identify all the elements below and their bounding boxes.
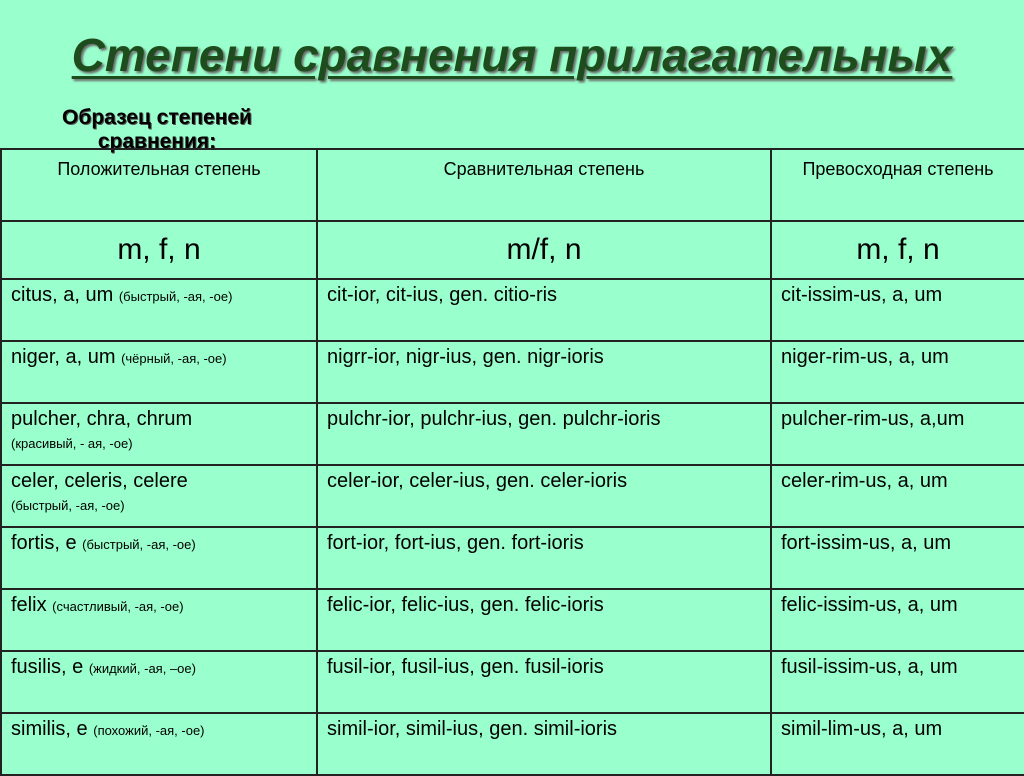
superlative-cell: simil-lim-us, a, um	[771, 713, 1024, 775]
superlative-cell: cit-issim-us, a, um	[771, 279, 1024, 341]
positive-cell	[1, 713, 317, 775]
comparative-cell: cit-ior, cit-ius, gen. citio-ris	[317, 279, 771, 341]
gender-superlative: m, f, n	[771, 221, 1024, 279]
table-row	[1, 589, 1024, 651]
positive-cell	[1, 279, 317, 341]
superlative-cell: celer-rim-us, a, um	[771, 465, 1024, 527]
degrees-table	[0, 148, 1024, 776]
word: celer, celeris, celere	[11, 470, 188, 492]
gloss: (чёрный, -ая, -ое)	[121, 351, 227, 366]
subtitle: Образец степеней сравнения:	[62, 106, 252, 153]
gloss: (красивый, - ая, -ое)	[11, 436, 133, 451]
table-header-row	[1, 149, 1024, 221]
word: felix	[11, 594, 47, 616]
superlative-cell: fort-issim-us, a, um	[771, 527, 1024, 589]
word: niger, a, um	[11, 346, 116, 368]
superlative-cell: felic-issim-us, a, um	[771, 589, 1024, 651]
header-superlative: Превосходная степень	[771, 149, 1024, 221]
comparative-cell: fusil-ior, fusil-ius, gen. fusil-ioris	[317, 651, 771, 713]
comparative-cell: simil-ior, simil-ius, gen. simil-ioris	[317, 713, 771, 775]
positive-cell	[1, 465, 317, 527]
superlative-cell: pulcher-rim-us, a,um	[771, 403, 1024, 465]
word: fortis, e	[11, 532, 77, 554]
header-comparative: Сравнительная степень	[317, 149, 771, 221]
comparative-cell: felic-ior, felic-ius, gen. felic-ioris	[317, 589, 771, 651]
table-row	[1, 713, 1024, 775]
gloss: (похожий, -ая, -ое)	[93, 723, 205, 738]
positive-cell	[1, 651, 317, 713]
table-row	[1, 279, 1024, 341]
gloss: (быстрый, -ая, -ое)	[11, 498, 125, 513]
positive-cell	[1, 589, 317, 651]
gloss: (жидкий, -ая, –ое)	[88, 661, 196, 676]
word: similis, e	[11, 718, 88, 740]
comparative-cell: nigrr-ior, nigr-ius, gen. nigr-ioris	[317, 341, 771, 403]
page-title: Степени сравнения прилагательных	[71, 29, 953, 81]
table-row	[1, 527, 1024, 589]
gender-positive: m, f, n	[1, 221, 317, 279]
word: citus, a, um	[11, 284, 114, 306]
positive-cell	[1, 403, 317, 465]
comparative-cell: fort-ior, fort-ius, gen. fort-ioris	[317, 527, 771, 589]
comparative-cell: celer-ior, celer-ius, gen. celer-ioris	[317, 465, 771, 527]
word: pulcher, chra, chrum	[11, 408, 193, 430]
gloss: (счастливый, -ая, -ое)	[52, 599, 184, 614]
gloss: (быстрый, -ая, -ое)	[82, 537, 196, 552]
table-row	[1, 403, 1024, 465]
superlative-cell: niger-rim-us, a, um	[771, 341, 1024, 403]
header-positive: Положительная степень	[1, 149, 317, 221]
table-row	[1, 341, 1024, 403]
word: fusilis, e	[11, 656, 84, 678]
table-row	[1, 465, 1024, 527]
positive-cell	[1, 341, 317, 403]
gender-row	[1, 221, 1024, 279]
positive-cell	[1, 527, 317, 589]
gender-comparative: m/f, n	[317, 221, 771, 279]
gloss: (быстрый, -ая, -ое)	[118, 289, 233, 304]
superlative-cell: fusil-issim-us, a, um	[771, 651, 1024, 713]
table-row	[1, 651, 1024, 713]
comparative-cell: pulchr-ior, pulchr-ius, gen. pulchr-ioris	[317, 403, 771, 465]
